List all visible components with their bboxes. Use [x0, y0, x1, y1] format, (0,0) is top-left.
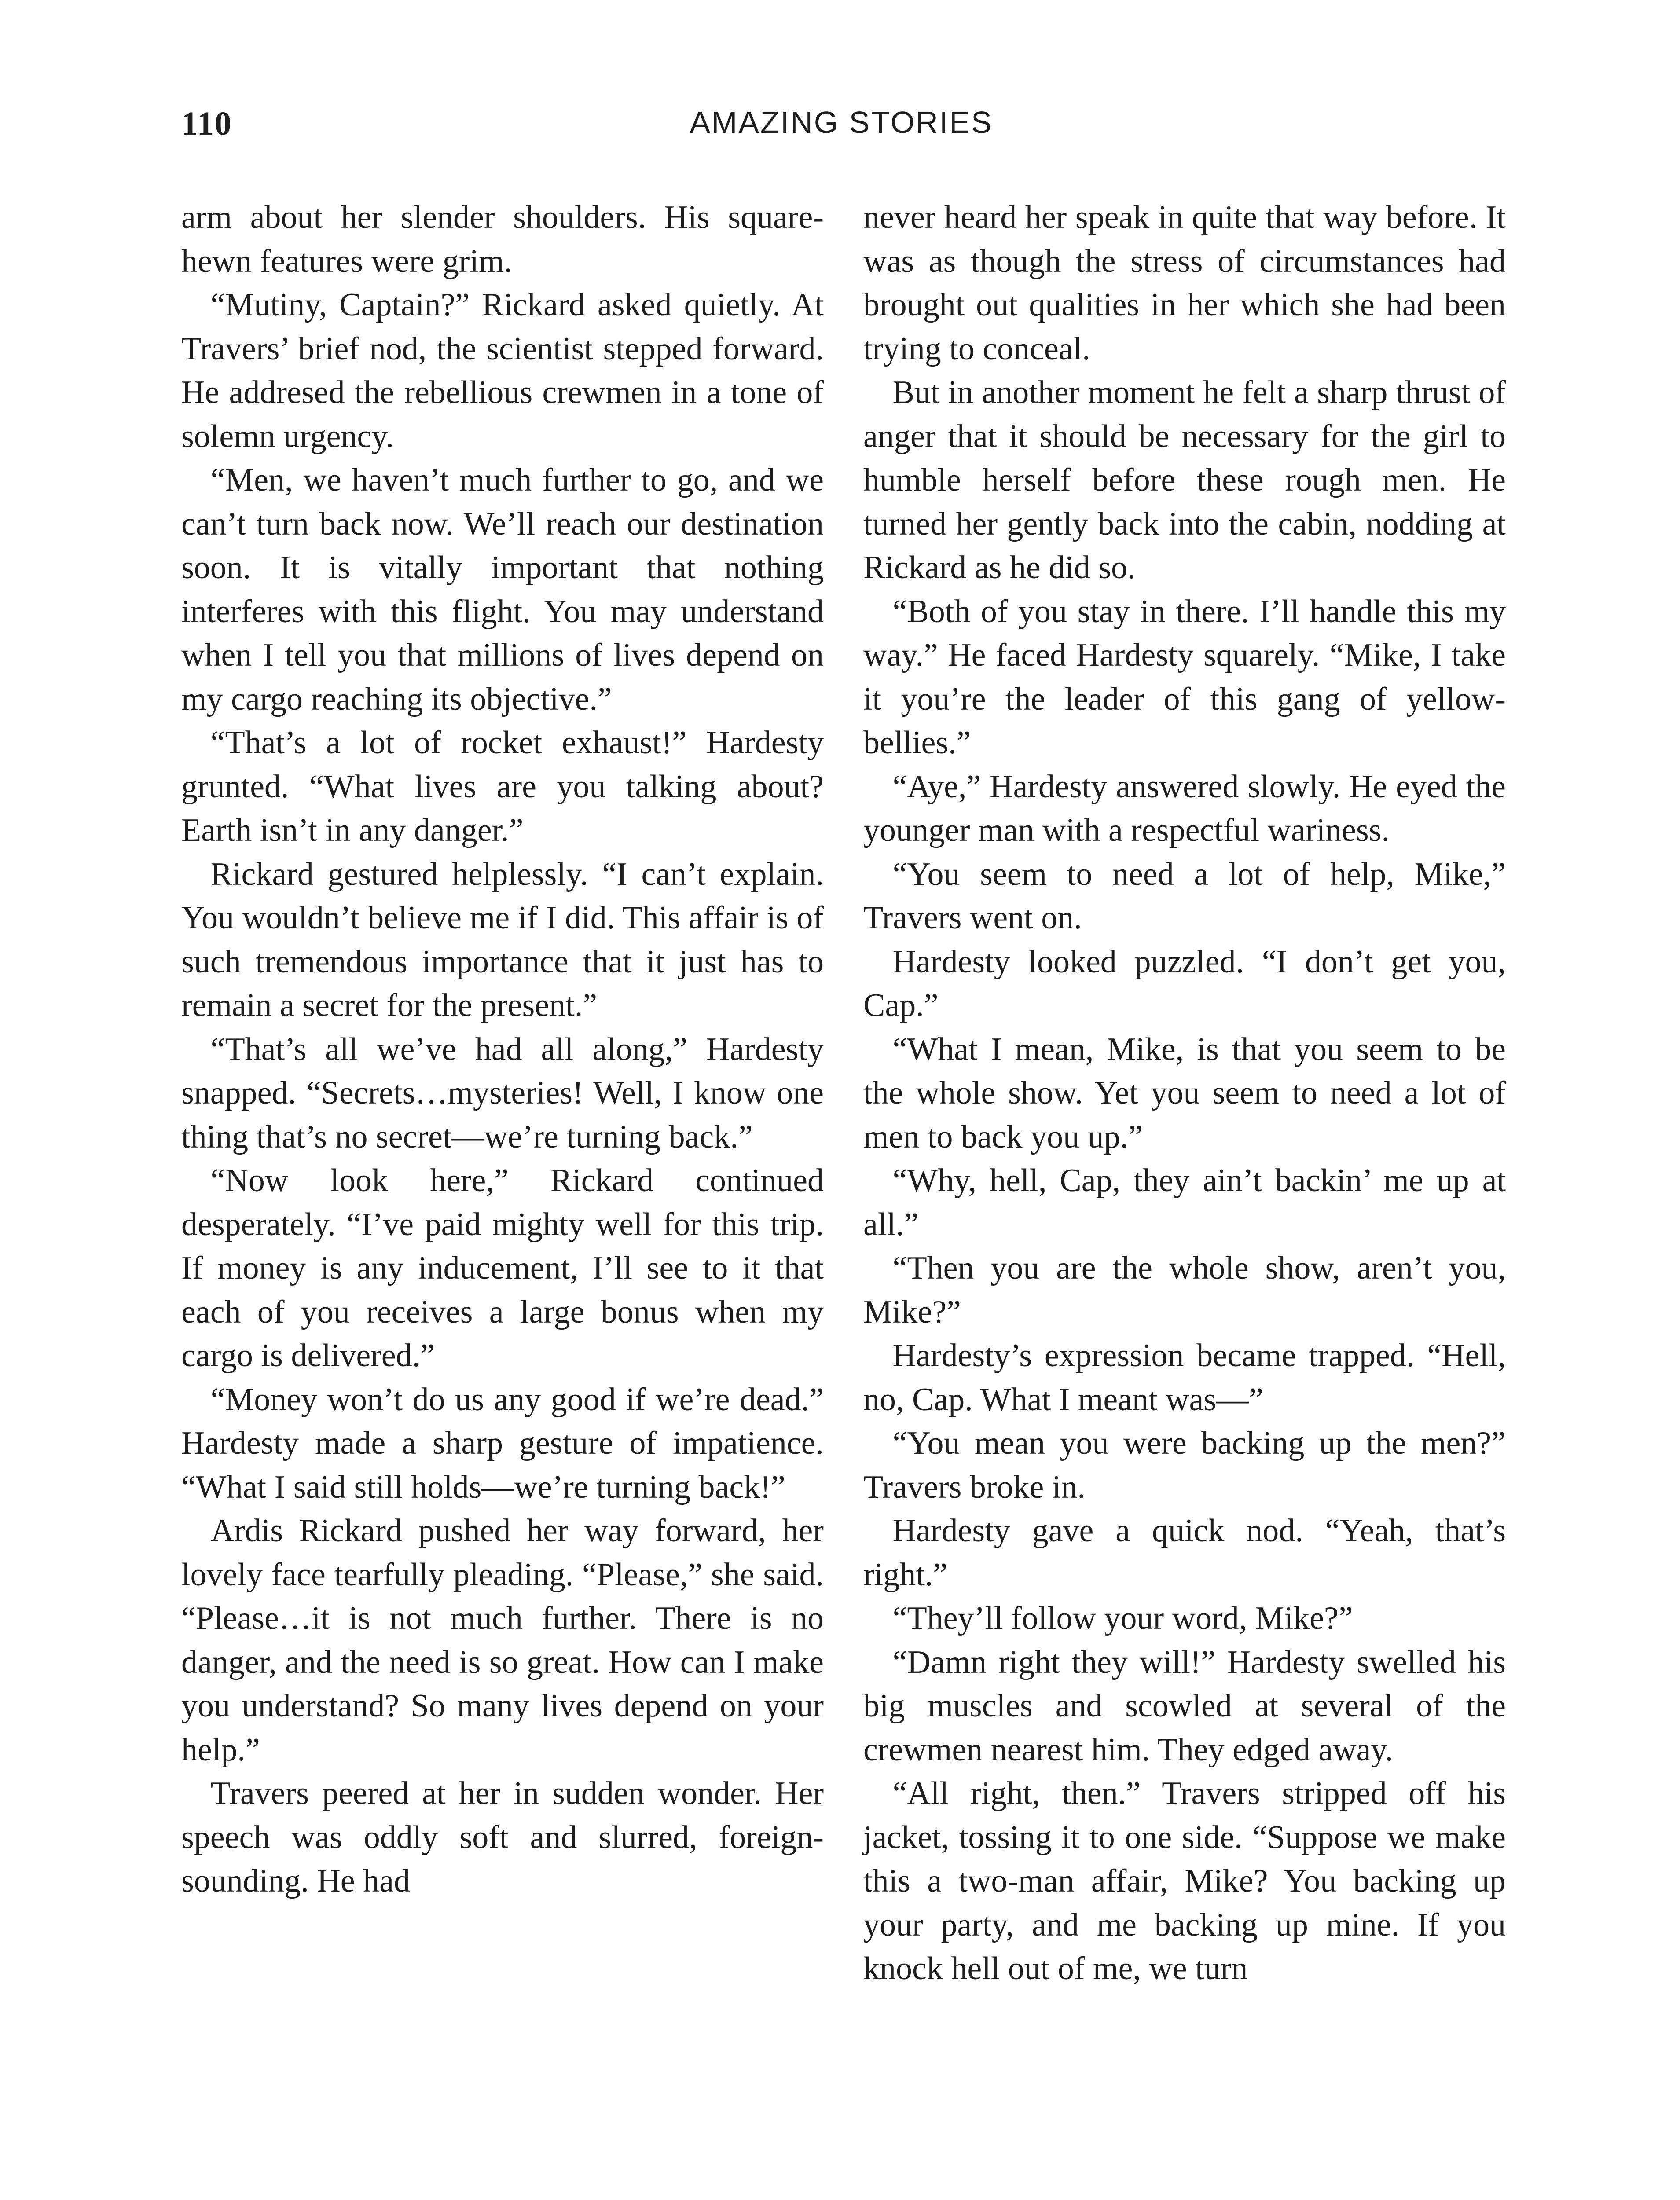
paragraph: “Aye,” Hardesty answered slowly. He eyed the younger man with a respectful wariness.	[863, 768, 1506, 848]
paragraph: “Money won’t do us any good if we’re dead.” Hardesty made a sharp gesture of impatience. “What I said still holds—we’re turning back!”	[181, 1381, 824, 1505]
paragraph: never heard her speak in quite that way before. It was as though the stress of circumstances had brought out qualities in her which she had been trying to conceal.	[863, 199, 1506, 367]
paragraph: Ardis Rickard pushed her way forward, her lovely face tearfully pleading. “Please,” she said. “Please…it is not much further. There is no danger, and the need is so great. How can I make you understand? So many lives depend on your help.”	[181, 1513, 824, 1768]
paragraph: “That’s a lot of rocket exhaust!” Hardesty grunted. “What lives are you talking about? Earth isn’t in any danger.”	[181, 725, 824, 848]
paragraph: Hardesty looked puzzled. “I don’t get you, Cap.”	[863, 943, 1506, 1023]
page-number: 110	[181, 105, 232, 142]
magazine-title: AMAZING STORIES	[690, 105, 993, 139]
paragraph: But in another moment he felt a sharp thrust of anger that it should be necessary for the girl to humble herself before these rough men. He turned her gently back into the cabin, nodding at Rickard as he did so.	[863, 374, 1506, 586]
paragraph: Hardesty’s expression became trapped. “Hell, no, Cap. What I meant was—”	[863, 1338, 1506, 1418]
paragraph: “You mean you were backing up the men?” Travers broke in.	[863, 1425, 1506, 1505]
paragraph: “They’ll follow your word, Mike?”	[892, 1600, 1353, 1636]
paragraph: “Men, we haven’t much further to go, and we can’t turn back now. We’ll reach our destination soon. It is vitally important that nothing interferes with this flight. You may understand when I tell you that millions of lives depend on my cargo reaching its objective.”	[181, 462, 824, 717]
page-header	[181, 105, 1501, 158]
left-column	[181, 196, 824, 1903]
paragraph: arm about her slender shoulders. His square-hewn features were grim.	[181, 199, 824, 279]
right-column	[863, 196, 1506, 1991]
paragraph: “Both of you stay in there. I’ll handle this my way.” He faced Hardesty squarely. “Mike, I take it you’re the leader of this gang of yellow-bellies.”	[863, 593, 1506, 761]
paragraph: Rickard gestured helplessly. “I can’t explain. You wouldn’t believe me if I did. This affair is of such tremendous importance that it just has to remain a secret for the present.”	[181, 856, 824, 1023]
paragraph: Travers peered at her in sudden wonder. Her speech was oddly soft and slurred, foreign-sounding. He had	[181, 1775, 824, 1899]
paragraph: “That’s all we’ve had all along,” Hardesty snapped. “Secrets…mysteries! Well, I know one thing that’s no secret—we’re turning back.”	[181, 1031, 824, 1155]
paragraph: “Then you are the whole show, aren’t you, Mike?”	[863, 1250, 1506, 1330]
paragraph: “You seem to need a lot of help, Mike,” Travers went on.	[863, 856, 1506, 936]
paragraph: “All right, then.” Travers stripped off his jacket, tossing it to one side. “Suppose we make this a two-man affair, Mike? You backing up your party, and me backing up mine. If you knock hell out of me, we turn	[863, 1775, 1506, 1987]
paragraph: “Mutiny, Captain?” Rickard asked quietly. At Travers’ brief nod, the scientist stepped forward. He addresed the rebellious crewmen in a tone of solemn urgency.	[181, 287, 824, 455]
paragraph: “What I mean, Mike, is that you seem to be the whole show. Yet you seem to need a lot of men to back you up.”	[863, 1031, 1506, 1155]
paragraph: “Now look here,” Rickard continued desperately. “I’ve paid mighty well for this trip. If money is any inducement, I’ll see to it that each of you receives a large bonus when my cargo is delivered.”	[181, 1162, 824, 1374]
paragraph: “Damn right they will!” Hardesty swelled his big muscles and scowled at several of the crewmen nearest him. They edged away.	[863, 1644, 1506, 1768]
paragraph: “Why, hell, Cap, they ain’t backin’ me up at all.”	[863, 1162, 1506, 1243]
paragraph: Hardesty gave a quick nod. “Yeah, that’s right.”	[863, 1513, 1506, 1593]
